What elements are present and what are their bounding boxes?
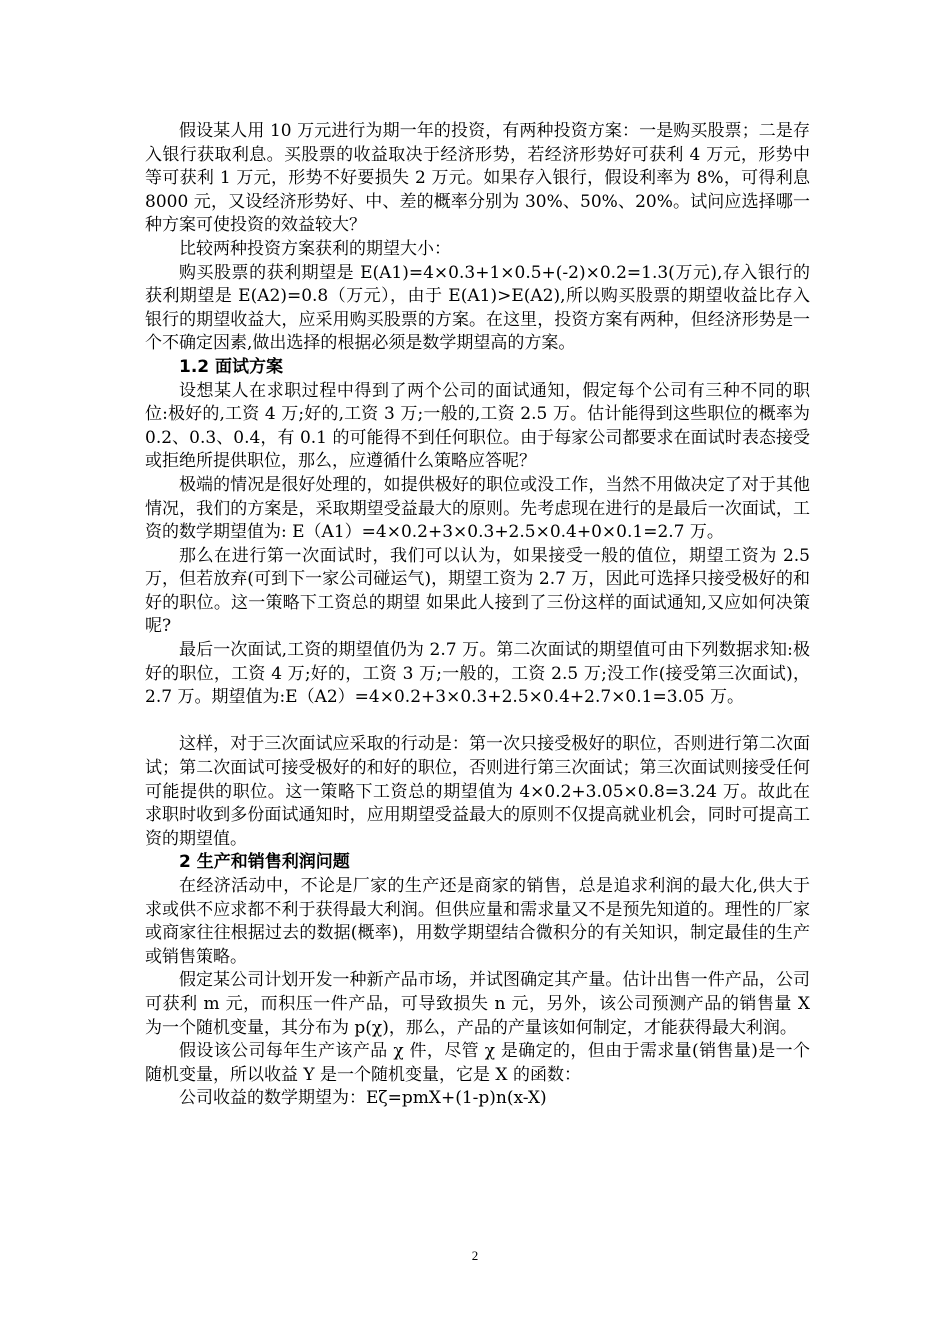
paragraph-interview-second: 最后一次面试,工资的期望值仍为 2.7 万。第二次面试的期望值可由下列数据求知:极好的职位，工资 4 万;好的，工资 3 万;一般的，工资 2.5 万;没工作(接受第三次面试)，2.7 万。期望值为:E（A2）=4×0.2+3×0.3+2.5×0.4+2.7×0.1=3.05 万。 — [145, 640, 810, 708]
document-page — [145, 120, 810, 1111]
paragraph-stock-expectation: 购买股票的获利期望是 E(A1)=4×0.3+1×0.5+(-2)×0.2=1.3(万元),存入银行的获利期望是 E(A2)=0.8（万元），由于 E(A1)>E(A2),所以购买股票的期望收益比存入银行的期望收益大，应采用购买股票的方案。在这里，投资方案有两种，但经济形势是一个不确定因素,做出选择的根据必须是数学期望高的方案。 — [145, 262, 810, 354]
section-heading-interview: 1.2 面试方案 — [179, 356, 284, 377]
paragraph-production-intro: 在经济活动中，不论是厂家的生产还是商家的销售，总是追求利润的最大化,供大于求或供不应求都不利于获得最大利润。但供应量和需求量又不是预先知道的。理性的厂家或商家往往根据过去的数据(概率)，用数学期望结合微积分的有关知识，制定最佳的生产或销售策略。 — [145, 876, 810, 967]
paragraph-production-assumption: 假定某公司计划开发一种新产品市场，并试图确定其产量。估计出售一件产品，公司可获利 m 元，而积压一件产品，可导致损失 n 元，另外，该公司预测产品的销售量 X 为一个随机变量，其分布为 p(χ)，那么，产品的产量该如何制定，才能获得最大利润。 — [145, 970, 810, 1038]
paragraph-interview-last: 极端的情况是很好处理的，如提供极好的职位或没工作，当然不用做决定了对于其他情况，我们的方案是，采取期望受益最大的原则。先考虑现在进行的是最后一次面试，工资的数学期望值为: E（A1）=4×0.2+3×0.3+2.5×0.4+0×0.1=2.7 万。 — [145, 474, 810, 543]
paragraph-investment-problem: 假设某人用 10 万元进行为期一年的投资，有两种投资方案：一是购买股票；二是存入银行获取利息。买股票的收益取决于经济形势，若经济形势好可获利 4 万元，形势中等可获利 1 万元，形势不好要损失 2 万元。如果存入银行，假设利率为 8%，可得利息 8000 元，又设经济形势好、中、差的概率分别为 30%、50%、20%。试问应选择哪一种方案可使投资的效益较大？ — [145, 121, 810, 236]
paragraph-production-expectation: 公司收益的数学期望为：Eζ=pmX+(1-p)n(x-X) — [179, 1088, 547, 1109]
paragraph-interview-conclusion: 这样，对于三次面试应采取的行动是：第一次只接受极好的职位，否则进行第二次面试；第二次面试可接受极好的和好的职位，否则进行第三次面试；第三次面试则接受任何可能提供的职位。这一策略下工资总的期望值为 4×0.2+3.05×0.8=3.24 万。故此在求职时收到多份面试通知时，应用期望受益最大的原则不仅提高就业机会，同时可提高工资的期望值。 — [145, 734, 810, 849]
blank-line — [145, 710, 810, 734]
paragraph-compare-expectations: 比较两种投资方案获利的期望大小： — [179, 238, 451, 259]
page-number: 2 — [471, 1248, 479, 1263]
paragraph-interview-first: 那么在进行第一次面试时，我们可以认为，如果接受一般的值位，期望工资为 2.5 万，但若放弃(可到下一家公司碰运气)，期望工资为 2.7 万，因此可选择只接受极好的和好的职位。这一策略下工资总的期望 如果此人接到了三份这样的面试通知,又应如何决策呢? — [145, 545, 810, 637]
section-heading-production: 2 生产和销售利润问题 — [179, 852, 350, 873]
paragraph-production-variable: 假设该公司每年生产该产品 χ 件，尽管 χ 是确定的，但由于需求量(销售量)是一个随机变量，所以收益 Y 是一个随机变量，它是 X 的函数： — [145, 1041, 810, 1085]
paragraph-interview-setup: 设想某人在求职过程中得到了两个公司的面试通知，假定每个公司有三种不同的职位:极好的,工资 4 万;好的,工资 3 万;一般的,工资 2.5 万。估计能得到这些职位的概率为 0.2、0.3、0.4，有 0.1 的可能得不到任何职位。由于每家公司都要求在面试时表态接受或拒绝所提供职位，那么，应遵循什么策略应答呢？ — [145, 380, 810, 472]
